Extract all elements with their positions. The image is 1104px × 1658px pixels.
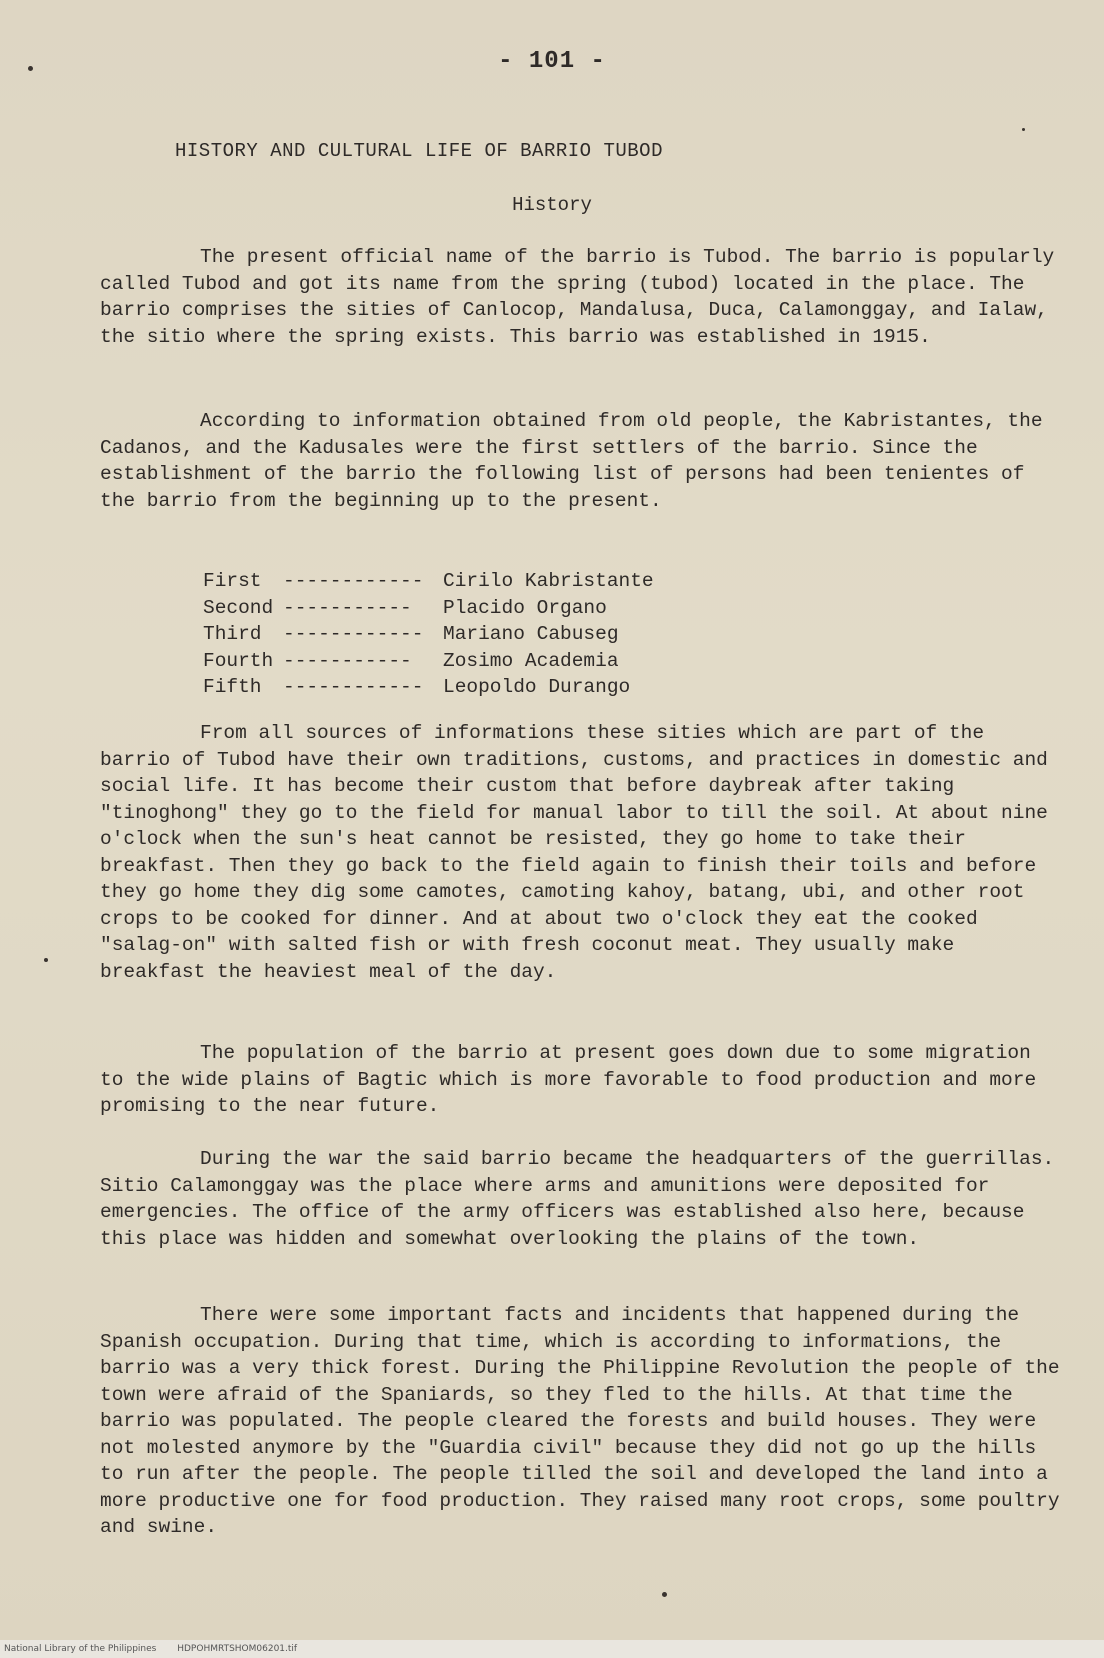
teniente-dashes: ------------ [283, 570, 424, 592]
teniente-name: Zosimo Academia [443, 649, 619, 672]
teniente-ordinal: First [203, 570, 262, 592]
teniente-name: Cirilo Kabristante [443, 570, 654, 592]
page-number: - 101 - [498, 48, 606, 75]
tenientes-list [203, 568, 654, 701]
paragraph-first-settlers: According to information obtained from old people, the Kabristantes, the Cadanos, and the Kadusales were the first settlers of the barrio. Since the establishment of the barrio the following list of persons had been tenientes of the barrio from the beginning up to the present. [100, 410, 1043, 512]
ink-speck [44, 958, 48, 962]
teniente-row [203, 648, 654, 675]
teniente-ordinal: Fifth [203, 676, 262, 698]
teniente-name: Mariano Cabuseg [443, 623, 619, 645]
scan-footer [0, 1640, 1104, 1658]
teniente-row [203, 621, 654, 648]
teniente-name: Leopoldo Durango [443, 676, 631, 698]
footer-file: HDPOHMRTSHOM06201.tif [177, 1644, 298, 1654]
paragraph-war: During the war the said barrio became the headquarters of the guerrillas. Sitio Calamonggay was the place where arms and amunitions were deposited for emergencies. The office of the army officers was established also here, because this place was hidden and somewhat overlooking the plains of the town. [100, 1148, 1055, 1250]
teniente-ordinal: Third [203, 623, 262, 645]
teniente-dashes: ----------- [283, 649, 412, 672]
teniente-row [203, 568, 654, 595]
teniente-row [203, 595, 654, 622]
teniente-row [203, 674, 654, 701]
teniente-ordinal: Second [203, 596, 274, 619]
teniente-dashes: ----------- [283, 596, 412, 619]
teniente-dashes: ------------ [283, 676, 424, 698]
paragraph-origin-of-name: The present official name of the barrio is Tubod. The barrio is popularly called Tubod and got its name from the spring (tubod) located in the place. The barrio comprises the sities of Canlocop, Mandalusa, Duca, Calamonggay, and Ialaw, the sitio where the spring exists. This barrio was established in 1915. [100, 246, 1055, 348]
ink-speck [1022, 128, 1025, 131]
paragraph-customs: From all sources of informations these sities which are part of the barrio of Tubod have their own traditions, customs, and practices in domestic and social life. It has become their custom that before daybreak after taking "tinoghong" they go to the field for manual labor to till the soil. At about nine o'clock when the sun's heat cannot be resisted, they go home to take their breakfast. Then they go back to the field again to finish their toils and before they go home they dig some camotes, camoting kahoy, batang, ubi, and other root crops to be cooked for dinner. And at about two o'clock they eat the cooked "salag-on" with salted fish or with fresh coconut meat. They usually make breakfast the heaviest meal of the day. [100, 722, 1048, 983]
footer-library: National Library of the Philippines [4, 1644, 157, 1654]
section-heading: History [512, 194, 592, 216]
paragraph-spanish-occupation: There were some important facts and incidents that happened during the Spanish occupation. During that time, which is according to informations, the barrio was a very thick forest. During the Philippine Revolution the people of the town were afraid of the Spaniards, so they fled to the hills. At that time the barrio was populated. The people cleared the forests and build houses. They were not molested anymore by the "Guardia civil" because they did not go up the hills to run after the people. The people tilled the soil and developed the land into a more productive one for food production. They raised many root crops, some poultry and swine. [100, 1304, 1060, 1538]
document-title: HISTORY AND CULTURAL LIFE OF BARRIO TUBOD [175, 140, 663, 162]
ink-speck [662, 1592, 667, 1597]
paragraph-population: The population of the barrio at present goes down due to some migration to the wide plains of Bagtic which is more favorable to food production and more promising to the near future. [100, 1042, 1037, 1117]
teniente-name: Placido Organo [443, 596, 607, 619]
teniente-ordinal: Fourth [203, 649, 274, 672]
teniente-dashes: ------------ [283, 623, 424, 645]
